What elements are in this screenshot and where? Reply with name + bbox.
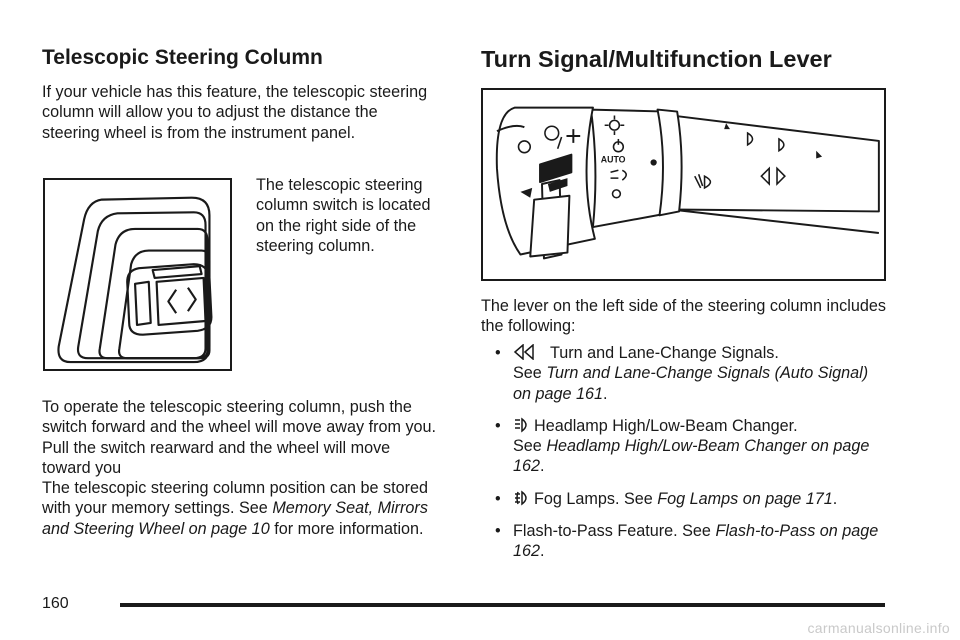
fog-lamp-icon (513, 490, 531, 506)
flash-to-pass-page-reference: Flash-to-Pass on page 162 (513, 522, 879, 561)
intro-paragraph: If your vehicle has this feature, the telescopic steering column will allow you to adjust the distance the steering wheel is from the instrument panel. (42, 83, 428, 142)
lever-intro-paragraph: The lever on the left side of the steering column includes the following: (481, 297, 886, 336)
fog-lamps-page-reference: Fog Lamps on page 171 (657, 489, 833, 508)
memory-page-reference: Memory Seat, Mirrors and Steering Wheel on page 10 (42, 499, 428, 538)
list-item-fog-lamps (513, 489, 883, 509)
high-beam-label: Headlamp High/Low-Beam Changer. (534, 416, 798, 435)
telescopic-switch-illustration (45, 180, 230, 369)
section-heading-telescopic: Telescopic Steering Column (42, 46, 323, 69)
turn-signal-arrows-icon (513, 344, 547, 360)
memory-text-end: for more information. (269, 519, 424, 538)
turn-signal-page-reference: Turn and Lane-Change Signals (Auto Signal) on page 161 (513, 364, 869, 403)
high-beam-icon (513, 417, 531, 433)
high-beam-page-reference: Headlamp High/Low-Beam Changer on page 162 (513, 437, 870, 476)
memory-text: The telescopic steering column position can be stored with your memory settings. See (42, 479, 429, 518)
telescopic-switch-figure (43, 178, 232, 371)
period: . (603, 384, 608, 403)
period: . (832, 489, 838, 508)
turn-signal-label: Turn and Lane-Change Signals. (550, 344, 779, 362)
lever-feature-list (513, 343, 883, 574)
footer-rule (120, 603, 885, 607)
watermark: carmanualsonline.info (807, 620, 950, 636)
see-word: See (513, 437, 547, 456)
flash-to-pass-label: Flash-to-Pass Feature. See (513, 522, 716, 541)
list-item-turn-signal (513, 343, 883, 404)
lever-auto-label: AUTO (600, 154, 626, 165)
high-beam-see-text (513, 436, 883, 477)
turn-signal-see-text (513, 363, 883, 404)
multifunction-lever-illustration (483, 90, 884, 279)
period: . (540, 542, 545, 561)
see-word: See (513, 364, 547, 383)
operate-paragraph: To operate the telescopic steering column, push the switch forward and the wheel will move away from you. Pull the switch rearward and the wheel will move toward you (42, 398, 437, 477)
list-item-flash-to-pass (513, 521, 883, 562)
fog-lamps-label: Fog Lamps. See (534, 489, 658, 508)
switch-location-note: The telescopic steering column switch is located on the right side of the steering column. (256, 176, 431, 255)
list-item-high-beam (513, 416, 883, 477)
section-heading-turn-signal: Turn Signal/Multifunction Lever (481, 46, 832, 72)
period: . (540, 457, 545, 476)
page-number: 160 (42, 595, 69, 612)
multifunction-lever-figure (481, 88, 886, 281)
memory-paragraph (42, 478, 437, 539)
